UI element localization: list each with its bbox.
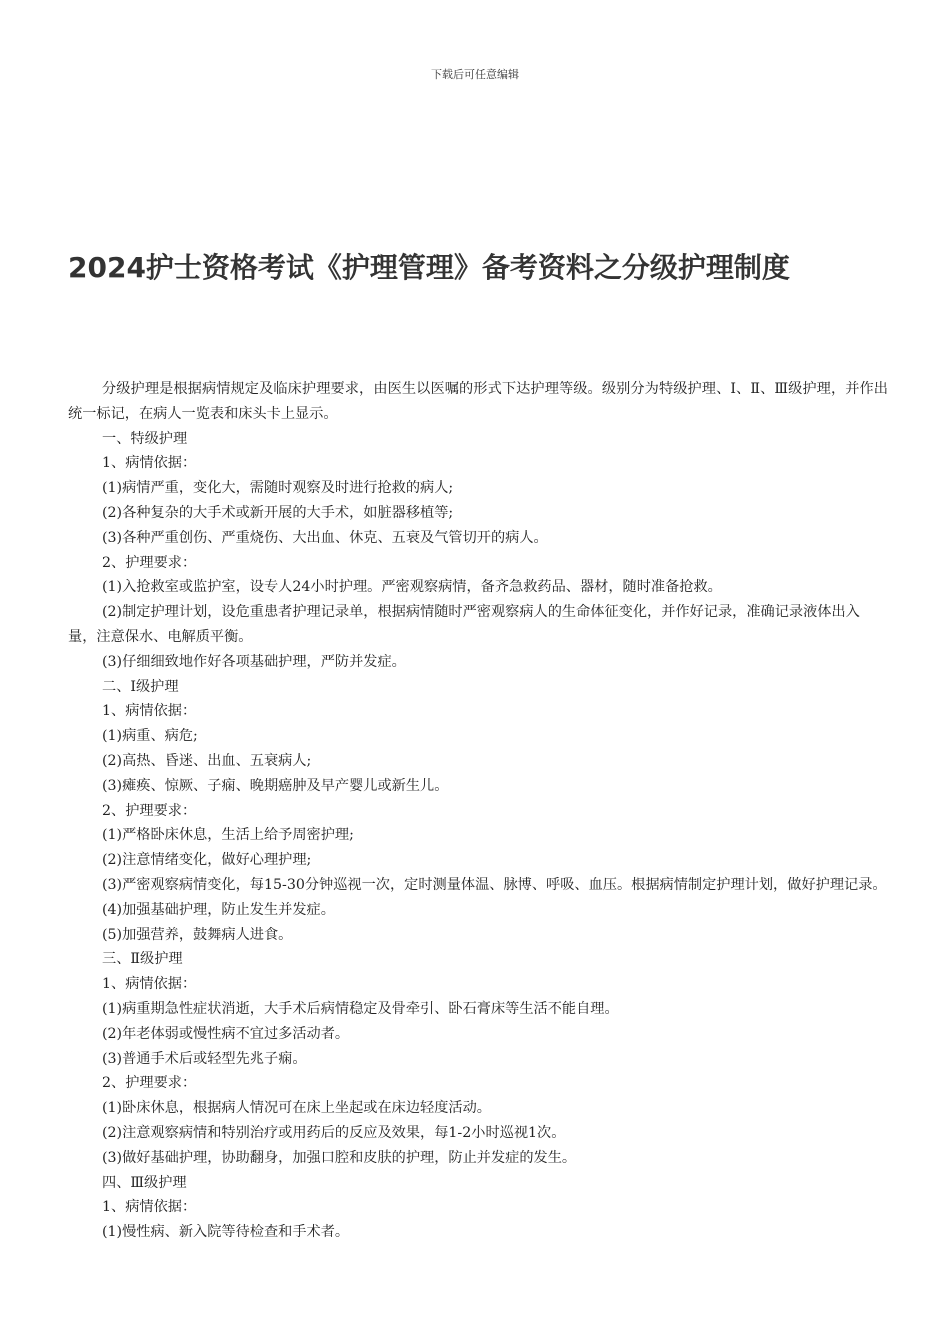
document-body (68, 377, 888, 1245)
list-item: (2)注意情绪变化，做好心理护理; (102, 852, 312, 869)
list-item: (3)严密观察病情变化，每15-30分钟巡视一次，定时测量体温、脉博、呼吸、血压。根据病情制定护理计划，做好护理记录。 (102, 876, 887, 893)
subsection-heading: 1、病情依据： (102, 703, 197, 720)
list-item: (5)加强营养，鼓舞病人进食。 (102, 926, 293, 943)
subsection-heading: 2、护理要求： (102, 802, 197, 819)
list-item: (3)瘫痪、惊厥、子痫、晚期癌肿及早产婴儿或新生儿。 (102, 777, 449, 794)
section-heading: 一、特级护理 (102, 430, 188, 447)
list-item: (3)仔细细致地作好各项基础护理，严防并发症。 (102, 653, 406, 670)
list-item: (3)普通手术后或轻型先兆子痫。 (102, 1050, 307, 1067)
list-item: (1)病重期急性症状消逝，大手术后病情稳定及骨牵引、卧石膏床等生活不能自理。 (102, 1000, 619, 1017)
subsection-heading: 1、病情依据： (102, 976, 197, 993)
list-item: (1)卧床休息，根据病人情况可在床上坐起或在床边轻度活动。 (102, 1100, 491, 1117)
subsection-heading: 2、护理要求： (102, 554, 197, 571)
list-item: (1)慢性病、新入院等待检查和手术者。 (102, 1224, 350, 1241)
list-item: (4)加强基础护理，防止发生并发症。 (102, 901, 335, 918)
list-item: (2)高热、昏迷、出血、五衰病人; (102, 752, 312, 769)
section-heading: 四、Ⅲ级护理 (102, 1174, 187, 1191)
section-heading: 二、Ⅰ级护理 (102, 678, 179, 695)
list-item: (1)病情严重，变化大，需随时观察及时进行抢救的病人; (102, 480, 454, 497)
list-item: (1)病重、病危; (102, 728, 198, 745)
subsection-heading: 2、护理要求： (102, 1075, 197, 1092)
intro-paragraph: 分级护理是根据病情规定及临床护理要求，由医生以医嘱的形式下达护理等级。级别分为特级护理、Ⅰ、Ⅱ、Ⅲ级护理，并作出统一标记，在病人一览表和床头卡上显示。 (68, 381, 888, 422)
header-note: 下载后可任意编辑 (431, 68, 519, 81)
list-item: (2)制定护理计划，设危重患者护理记录单，根据病情随时严密观察病人的生命体征变化，并作好记录，准确记录液体出入量，注意保水、电解质平衡。 (68, 604, 860, 645)
subsection-heading: 1、病情依据： (102, 455, 197, 472)
list-item: (3)做好基础护理，协助翻身，加强口腔和皮肤的护理，防止并发症的发生。 (102, 1149, 577, 1166)
list-item: (2)年老体弱或慢性病不宜过多活动者。 (102, 1025, 350, 1042)
list-item: (2)各种复杂的大手术或新开展的大手术，如脏器移植等; (102, 504, 454, 521)
document-title: 2024护士资格考试《护理管理》备考资料之分级护理制度 (68, 251, 790, 284)
list-item: (1)入抢救室或监护室，设专人24小时护理。严密观察病情，备齐急救药品、器材，随时准备抢救。 (102, 579, 722, 596)
section-heading: 三、Ⅱ级护理 (102, 951, 183, 968)
list-item: (2)注意观察病情和特别治疗或用药后的反应及效果，每1-2小时巡视1次。 (102, 1124, 566, 1141)
subsection-heading: 1、病情依据： (102, 1199, 197, 1216)
list-item: (1)严格卧床休息，生活上给予周密护理; (102, 827, 354, 844)
list-item: (3)各种严重创伤、严重烧伤、大出血、休克、五衰及气管切开的病人。 (102, 529, 548, 546)
